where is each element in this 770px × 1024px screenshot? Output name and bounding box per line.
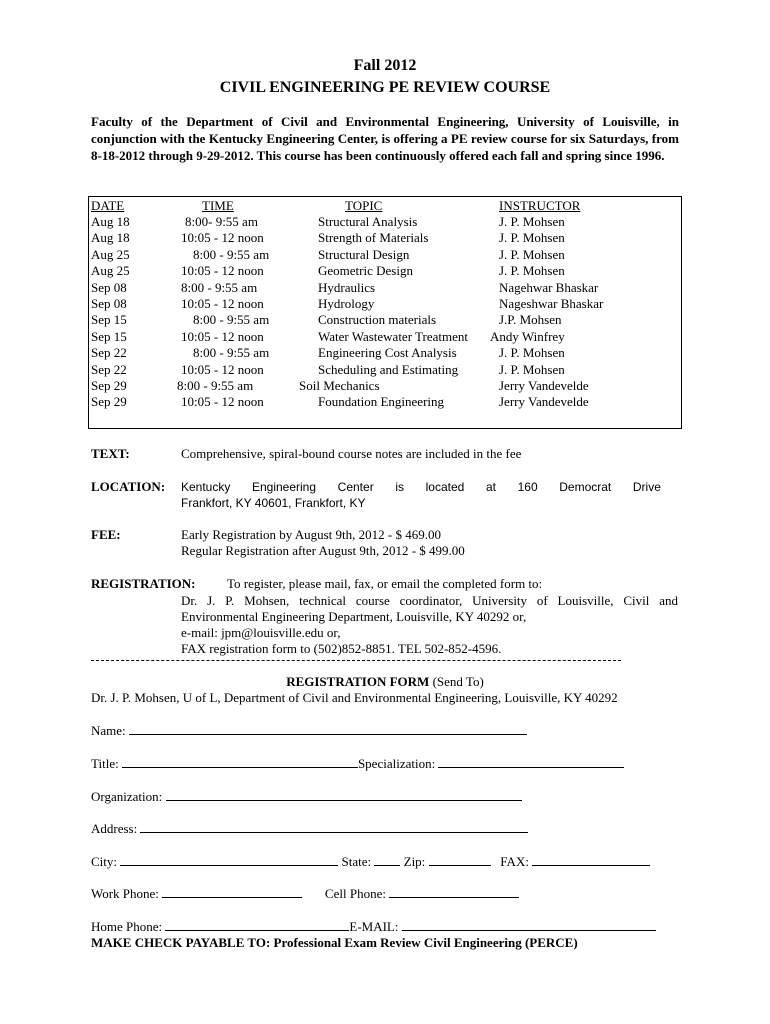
- topic-cell: Foundation Engineering: [318, 394, 445, 410]
- registration-line1: To register, please mail, fax, or email the completed form to:: [227, 576, 543, 591]
- registration-line2: Dr. J. P. Mohsen, technical course coordinator, University of Louisville, Civil and: [181, 593, 678, 608]
- instructor-cell: Nageshwar Bhaskar: [499, 296, 604, 311]
- address-field[interactable]: [140, 821, 528, 833]
- location-word: located: [425, 480, 465, 494]
- topic-cell: Construction materials: [318, 312, 437, 328]
- address-label: Address:: [91, 821, 138, 836]
- date-cell: Sep 15: [91, 328, 127, 344]
- date-cell: Sep 08: [91, 296, 127, 311]
- cell-phone-field[interactable]: [389, 886, 519, 898]
- date-cell: Aug 18: [91, 214, 130, 229]
- instructor-cell: J. P. Mohsen: [499, 361, 565, 377]
- topic-cell: Water Wastewater Treatment: [318, 328, 469, 344]
- schedule-table: [88, 196, 682, 429]
- time-cell: 8:00- 9:55 am: [185, 214, 258, 229]
- instructor-cell: J.P. Mohsen: [499, 312, 562, 328]
- state-field[interactable]: [374, 854, 400, 866]
- organization-row: [91, 789, 522, 805]
- instructor-cell: J. P. Mohsen: [499, 263, 565, 279]
- title-field[interactable]: [122, 756, 358, 768]
- time-cell: 8:00 - 9:55 am: [193, 312, 270, 328]
- instructor-cell: J. P. Mohsen: [499, 214, 565, 229]
- location-line2: Frankfort, KY 40601, Frankfort, KY: [181, 496, 366, 510]
- form-title: [0, 674, 770, 690]
- instructor-header: INSTRUCTOR: [499, 198, 581, 213]
- form-send-address: Dr. J. P. Mohsen, U of L, Department of Civil and Environmental Engineering, Louisville, KY 40292: [91, 690, 618, 705]
- date-cell: Sep 29: [91, 378, 127, 393]
- home-phone-label: Home Phone:: [91, 919, 163, 934]
- registration-line3: Environmental Engineering Department, Louisville, KY 40292 or,: [181, 609, 527, 624]
- location-word: 160: [517, 480, 538, 494]
- location-line1: [181, 480, 661, 494]
- registration-label: REGISTRATION:: [91, 576, 196, 591]
- time-cell: 8:00 - 9:55 am: [177, 378, 254, 393]
- date-cell: Aug 25: [91, 246, 130, 262]
- topic-cell: Strength of Materials: [318, 230, 429, 246]
- time-cell: 10:05 - 12 noon: [181, 263, 264, 279]
- title-label: Title:: [91, 756, 119, 771]
- date-cell: Aug 18: [91, 230, 130, 246]
- specialization-field[interactable]: [438, 756, 624, 768]
- instructor-cell: J. P. Mohsen: [499, 230, 565, 246]
- specialization-label: Specialization:: [357, 756, 436, 771]
- name-label: Name:: [91, 723, 126, 738]
- time-cell: 8:00 - 9:55 am: [193, 246, 270, 262]
- work-phone-field[interactable]: [162, 886, 302, 898]
- work-phone-label: Work Phone:: [91, 886, 159, 901]
- date-cell: Sep 22: [91, 361, 127, 377]
- date-header: DATE: [91, 198, 125, 213]
- topic-cell: Engineering Cost Analysis: [318, 345, 457, 361]
- topic-cell: Soil Mechanics: [299, 378, 380, 393]
- email-field[interactable]: [402, 919, 656, 931]
- phone-row: [91, 886, 519, 902]
- topic-header: TOPIC: [345, 198, 383, 213]
- topic-cell: Hydrology: [318, 296, 375, 311]
- fax-label: FAX:: [500, 854, 529, 869]
- home-phone-row: [91, 919, 656, 935]
- location-word: Democrat: [559, 480, 612, 494]
- instructor-cell: Nagehwar Bhaskar: [499, 279, 599, 295]
- payable-note: MAKE CHECK PAYABLE TO: Professional Exam Review Civil Engineering (PERCE): [91, 935, 578, 950]
- location-word: Drive: [632, 480, 661, 494]
- text-label: TEXT:: [91, 446, 130, 461]
- fax-field[interactable]: [532, 854, 650, 866]
- cut-line-divider: [91, 660, 621, 661]
- topic-cell: Structural Analysis: [318, 214, 418, 229]
- time-cell: 10:05 - 12 noon: [181, 361, 264, 377]
- location-word: Center: [337, 480, 374, 494]
- organization-label: Organization:: [91, 789, 163, 804]
- form-title-suffix: (Send To): [429, 674, 484, 689]
- cell-phone-label: Cell Phone:: [324, 886, 386, 901]
- fee-early: Early Registration by August 9th, 2012 - $ 469.00: [181, 527, 441, 542]
- location-word: is: [395, 480, 404, 494]
- fee-label: FEE:: [91, 527, 121, 542]
- time-cell: 8:00 - 9:55 am: [181, 279, 258, 295]
- title-row: [91, 756, 624, 772]
- time-cell: 8:00 - 9:55 am: [193, 345, 270, 361]
- topic-cell: Geometric Design: [318, 263, 413, 279]
- topic-cell: Hydraulics: [318, 279, 376, 295]
- time-header: TIME: [202, 198, 234, 213]
- time-cell: 10:05 - 12 noon: [181, 296, 264, 311]
- date-cell: Sep 15: [91, 312, 127, 328]
- organization-field[interactable]: [166, 789, 522, 801]
- instructor-cell: J. P. Mohsen: [499, 345, 565, 361]
- instructor-cell: Andy Winfrey: [490, 328, 565, 344]
- text-value: Comprehensive, spiral-bound course notes are included in the fee: [181, 446, 522, 461]
- city-label: City:: [91, 854, 118, 869]
- name-row: [91, 723, 527, 739]
- form-title-text: REGISTRATION FORM: [286, 674, 430, 689]
- city-field[interactable]: [120, 854, 338, 866]
- time-cell: 10:05 - 12 noon: [181, 230, 264, 246]
- home-phone-field[interactable]: [165, 919, 349, 931]
- date-cell: Sep 29: [91, 394, 127, 410]
- document-term: Fall 2012: [353, 57, 417, 74]
- location-word: Engineering: [251, 480, 317, 494]
- registration-email: e-mail: jpm@louisville.edu or,: [181, 625, 341, 640]
- topic-cell: Scheduling and Estimating: [318, 361, 459, 377]
- name-field[interactable]: [129, 723, 527, 735]
- date-cell: Sep 22: [91, 345, 127, 361]
- email-label: E-MAIL:: [349, 919, 399, 934]
- time-cell: 10:05 - 12 noon: [181, 394, 264, 410]
- fee-regular: Regular Registration after August 9th, 2012 - $ 499.00: [181, 543, 465, 558]
- city-row: [91, 854, 650, 870]
- registration-fax: FAX registration form to (502)852-8851. TEL 502-852-4596.: [181, 641, 502, 656]
- location-word: at: [485, 480, 496, 494]
- location-label: LOCATION:: [91, 479, 166, 494]
- instructor-cell: Jerry Vandevelde: [499, 378, 589, 393]
- address-row: [91, 821, 528, 837]
- instructor-cell: Jerry Vandevelde: [499, 394, 589, 410]
- date-cell: Aug 25: [91, 263, 130, 279]
- state-label: State:: [341, 854, 372, 869]
- date-cell: Sep 08: [91, 279, 127, 295]
- time-cell: 10:05 - 12 noon: [181, 328, 264, 344]
- document-title: CIVIL ENGINEERING PE REVIEW COURSE: [219, 79, 551, 96]
- zip-label: Zip:: [403, 854, 426, 869]
- instructor-cell: J. P. Mohsen: [499, 246, 565, 262]
- zip-field[interactable]: [429, 854, 491, 866]
- intro-paragraph: Faculty of the Department of Civil and Environmental Engineering, University of Louisville, in conjunction with the Kentucky Engineering Center, is offering a PE review course for six Saturdays, from 8-18-2012 through 9-29-2012. This course has been continuously offered each fall and spring since 1996.: [91, 114, 679, 163]
- topic-cell: Structural Design: [318, 246, 410, 262]
- location-word: Kentucky: [181, 480, 231, 494]
